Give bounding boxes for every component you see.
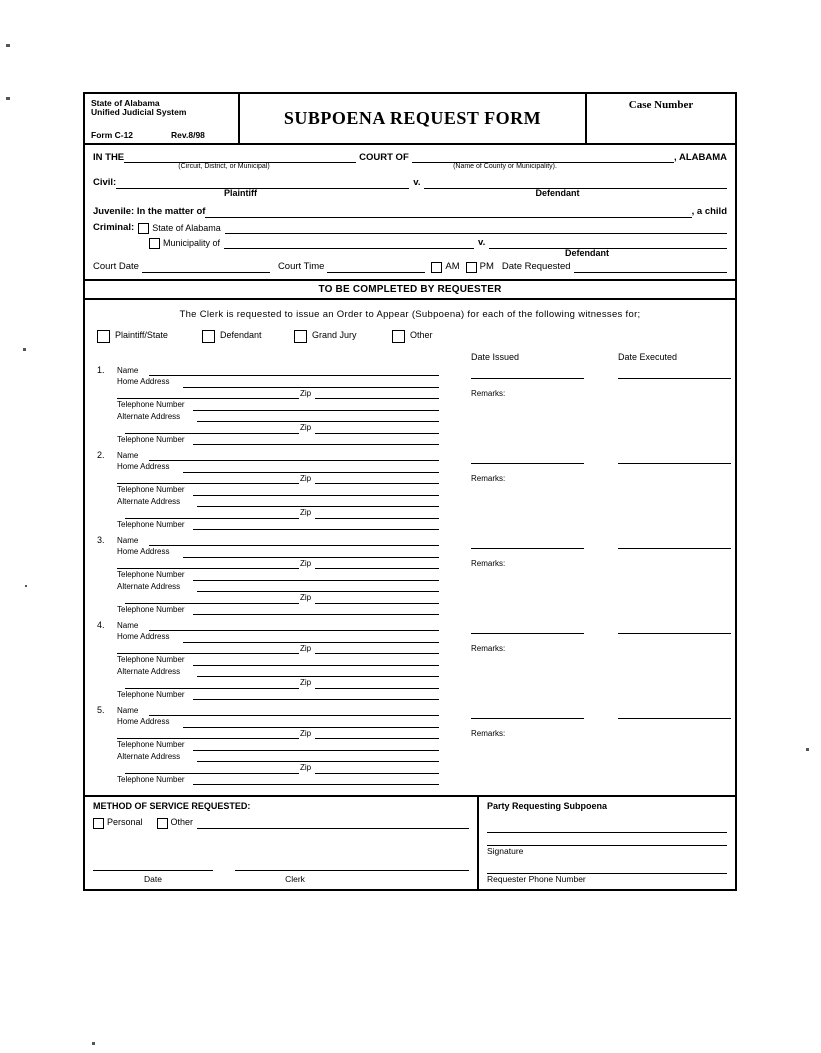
witness-home-city-input[interactable] — [117, 567, 299, 569]
witness-alt-zip-input[interactable] — [315, 772, 439, 774]
witness-name-input[interactable] — [149, 714, 439, 716]
alt-telephone-label: Telephone Number — [117, 689, 185, 699]
witness-name-input[interactable] — [149, 459, 439, 461]
grand-jury-checkbox[interactable] — [294, 330, 307, 343]
a-child-label: , a child — [691, 206, 727, 218]
case-number-block[interactable] — [587, 94, 735, 143]
court-time-input[interactable] — [327, 261, 425, 273]
requester-phone-caption: Requester Phone Number — [487, 874, 586, 885]
name-label: Name — [117, 705, 139, 715]
versus-label-criminal: v. — [478, 237, 486, 249]
alternate-address-label: Alternate Address — [117, 411, 181, 421]
witness-name-input[interactable] — [149, 544, 439, 546]
state-of-alabama-option-label: State of Alabama — [152, 222, 221, 233]
other-requester-option-label: Other — [410, 330, 433, 341]
witness-phone-input[interactable] — [193, 579, 439, 581]
witness-alt-zip-input[interactable] — [315, 687, 439, 689]
remarks-label: Remarks: — [471, 643, 506, 653]
personal-service-checkbox[interactable] — [93, 818, 104, 829]
date-executed-input[interactable] — [618, 377, 731, 379]
witness-alt-city-input[interactable] — [125, 432, 299, 434]
home-address-label: Home Address — [117, 717, 170, 727]
telephone-label: Telephone Number — [117, 400, 185, 410]
clerk-instruction: The Clerk is requested to issue an Order to Appear (Subpoena) for each of the following witnesses for; — [179, 308, 641, 320]
zip-label: Zip — [300, 388, 312, 398]
witness-alt-city-input[interactable] — [125, 602, 299, 604]
alt-telephone-label: Telephone Number — [117, 434, 185, 444]
home-address-label: Home Address — [117, 547, 170, 557]
witness-columns-header — [93, 353, 727, 366]
criminal-defendant-caption: Defendant — [564, 247, 609, 258]
requester-type-options — [93, 330, 727, 343]
plaintiff-caption: Plaintiff — [224, 187, 257, 198]
defendant-input[interactable] — [424, 177, 727, 189]
criminal-label: Criminal: — [93, 222, 135, 234]
form-title-block — [240, 94, 587, 143]
witness-alt-address-input[interactable] — [197, 590, 439, 592]
case-caption-section — [85, 145, 735, 280]
requester-section-banner: TO BE COMPLETED BY REQUESTER — [85, 281, 735, 300]
home-address-label: Home Address — [117, 377, 170, 387]
am-checkbox[interactable] — [431, 262, 442, 273]
witness-home-zip-input[interactable] — [315, 397, 439, 399]
pm-checkbox[interactable] — [466, 262, 477, 273]
court-row — [93, 151, 727, 163]
grand-jury-option-label: Grand Jury — [312, 330, 357, 341]
witness-entry — [93, 706, 727, 791]
witness-home-zip-input[interactable] — [315, 567, 439, 569]
scan-artifact-bottom — [92, 1042, 95, 1045]
name-label: Name — [117, 620, 139, 630]
date-issued-input[interactable] — [471, 462, 584, 464]
date-executed-input[interactable] — [618, 547, 731, 549]
other-service-input[interactable] — [197, 818, 469, 829]
name-label: Name — [117, 365, 139, 375]
county-name-input[interactable] — [412, 151, 674, 163]
scan-artifact-right — [806, 748, 809, 751]
criminal-row — [93, 222, 727, 234]
juvenile-matter-input[interactable] — [205, 206, 691, 218]
defendant-option-checkbox[interactable] — [202, 330, 215, 343]
form-footer — [85, 797, 735, 889]
witness-number: 3. — [97, 534, 105, 545]
witness-name-input[interactable] — [149, 374, 439, 376]
alt-zip-label: Zip — [300, 593, 312, 603]
scan-artifact-low — [25, 585, 27, 587]
witness-entry — [93, 621, 727, 706]
witness-alt-city-input[interactable] — [125, 517, 299, 519]
name-label: Name — [117, 535, 139, 545]
date-executed-input[interactable] — [618, 462, 731, 464]
scan-artifact-mid — [23, 348, 26, 351]
witness-home-zip-input[interactable] — [315, 737, 439, 739]
witness-home-city-input[interactable] — [117, 482, 299, 484]
date-executed-label: Date Executed — [618, 351, 678, 362]
in-the-label: IN THE — [93, 151, 125, 163]
pm-label: PM — [479, 261, 494, 273]
case-number-label: Case Number — [628, 99, 694, 111]
court-of-label: COURT OF — [359, 151, 409, 163]
form-header — [85, 94, 735, 145]
witness-alt-city-input[interactable] — [125, 772, 299, 774]
witness-name-input[interactable] — [149, 629, 439, 631]
date-issued-input[interactable] — [471, 717, 584, 719]
court-name-input[interactable] — [124, 151, 356, 163]
page-title: SUBPOENA REQUEST FORM — [283, 107, 542, 128]
court-type-hint: (Circuit, District, or Municipal) — [178, 163, 270, 171]
witness-phone-input[interactable] — [193, 664, 439, 666]
name-label: Name — [117, 450, 139, 460]
criminal-defendant-input[interactable] — [489, 237, 727, 249]
witness-section — [85, 300, 735, 797]
date-issued-input[interactable] — [471, 547, 584, 549]
civil-row — [93, 177, 727, 189]
witness-alt-address-input[interactable] — [197, 420, 439, 422]
remarks-label: Remarks: — [471, 728, 506, 738]
alternate-address-label: Alternate Address — [117, 581, 181, 591]
clerk-signature-input[interactable] — [235, 860, 469, 871]
witness-alt-city-input[interactable] — [125, 687, 299, 689]
date-issued-input[interactable] — [471, 632, 584, 634]
scan-artifact-top — [6, 44, 10, 47]
requesting-party-section — [479, 797, 735, 889]
other-service-checkbox[interactable] — [157, 818, 168, 829]
municipality-input[interactable] — [224, 237, 474, 249]
witness-home-city-input[interactable] — [117, 737, 299, 739]
criminal-state-input[interactable] — [225, 222, 727, 234]
form-number-label: Form C-12 — [91, 129, 134, 140]
home-address-label: Home Address — [117, 632, 170, 642]
remarks-label: Remarks: — [471, 473, 506, 483]
date-executed-input[interactable] — [618, 632, 731, 634]
witness-alt-address-input[interactable] — [197, 760, 439, 762]
court-date-label: Court Date — [93, 261, 139, 273]
date-requested-label: Date Requested — [501, 261, 571, 273]
juvenile-row — [93, 206, 727, 218]
witness-entry — [93, 366, 727, 451]
witness-home-address-input[interactable] — [183, 726, 439, 728]
telephone-label: Telephone Number — [117, 570, 185, 580]
witness-alt-address-input[interactable] — [197, 505, 439, 507]
subpoena-request-form — [83, 92, 737, 891]
telephone-label: Telephone Number — [117, 740, 185, 750]
witness-home-zip-input[interactable] — [315, 652, 439, 654]
alabama-label: , ALABAMA — [674, 151, 727, 163]
witness-entry — [93, 451, 727, 536]
alt-telephone-label: Telephone Number — [117, 604, 185, 614]
other-service-label: Other — [170, 817, 194, 828]
alt-zip-label: Zip — [300, 763, 312, 773]
witness-entry — [93, 536, 727, 621]
alt-zip-label: Zip — [300, 423, 312, 433]
signature-caption: Signature — [487, 845, 524, 856]
witness-phone-input[interactable] — [193, 494, 439, 496]
witness-alt-phone-input[interactable] — [193, 528, 439, 530]
plaintiff-state-checkbox[interactable] — [97, 330, 110, 343]
date-issued-label: Date Issued — [471, 351, 520, 362]
witness-alt-zip-input[interactable] — [315, 432, 439, 434]
remarks-label: Remarks: — [471, 558, 506, 568]
witness-phone-input[interactable] — [193, 749, 439, 751]
service-date-input[interactable] — [93, 860, 213, 871]
scan-artifact-upper — [6, 97, 10, 100]
hearing-row — [93, 261, 727, 273]
witness-home-address-input[interactable] — [183, 471, 439, 473]
county-hint: (Name of County or Municipality). — [453, 163, 557, 171]
signature-input[interactable] — [487, 833, 727, 846]
judicial-system-label: Unified Judicial System — [91, 107, 187, 118]
witness-alt-zip-input[interactable] — [315, 602, 439, 604]
witness-number: 4. — [97, 619, 105, 630]
zip-label: Zip — [300, 728, 312, 738]
alternate-address-label: Alternate Address — [117, 496, 181, 506]
court-date-input[interactable] — [142, 261, 270, 273]
telephone-label: Telephone Number — [117, 485, 185, 495]
witness-home-zip-input[interactable] — [315, 482, 439, 484]
court-time-label: Court Time — [277, 261, 325, 273]
municipality-option-label: Municipality of — [163, 237, 221, 248]
alt-zip-label: Zip — [300, 508, 312, 518]
telephone-label: Telephone Number — [117, 655, 185, 665]
date-issued-input[interactable] — [471, 377, 584, 379]
civil-label: Civil: — [93, 177, 117, 189]
versus-label-civil: v. — [413, 177, 421, 189]
juvenile-label: Juvenile: In the matter of — [93, 206, 206, 218]
witness-home-address-input[interactable] — [183, 556, 439, 558]
witness-alt-phone-input[interactable] — [193, 698, 439, 700]
witness-alt-zip-input[interactable] — [315, 517, 439, 519]
witness-alt-address-input[interactable] — [197, 675, 439, 677]
alternate-address-label: Alternate Address — [117, 751, 181, 761]
witness-number: 1. — [97, 364, 105, 375]
state-of-alabama-checkbox[interactable] — [138, 223, 149, 234]
zip-label: Zip — [300, 473, 312, 483]
plaintiff-input[interactable] — [116, 177, 409, 189]
alt-zip-label: Zip — [300, 678, 312, 688]
alt-telephone-label: Telephone Number — [117, 774, 185, 784]
municipality-row — [149, 237, 727, 249]
witness-number: 5. — [97, 704, 105, 715]
defendant-option-label: Defendant — [220, 330, 262, 341]
clerk-caption: Clerk — [285, 874, 305, 885]
date-requested-input[interactable] — [574, 261, 727, 273]
witness-alt-phone-input[interactable] — [193, 613, 439, 615]
remarks-label: Remarks: — [471, 388, 506, 398]
witness-home-address-input[interactable] — [183, 641, 439, 643]
party-requesting-label: Party Requesting Subpoena — [487, 800, 608, 811]
alternate-address-label: Alternate Address — [117, 666, 181, 676]
witness-home-city-input[interactable] — [117, 652, 299, 654]
witness-number: 2. — [97, 449, 105, 460]
witness-phone-input[interactable] — [193, 409, 439, 411]
witness-alt-phone-input[interactable] — [193, 443, 439, 445]
witness-home-address-input[interactable] — [183, 386, 439, 388]
other-requester-checkbox[interactable] — [392, 330, 405, 343]
method-of-service-label: METHOD OF SERVICE REQUESTED: — [93, 800, 251, 811]
municipality-checkbox[interactable] — [149, 238, 160, 249]
plaintiff-state-option-label: Plaintiff/State — [115, 330, 168, 341]
home-address-label: Home Address — [117, 462, 170, 472]
zip-label: Zip — [300, 643, 312, 653]
date-executed-input[interactable] — [618, 717, 731, 719]
defendant-caption: Defendant — [535, 187, 580, 198]
requester-phone-input[interactable] — [487, 856, 727, 874]
am-label: AM — [445, 261, 460, 273]
party-requesting-input[interactable] — [487, 812, 727, 833]
form-revision-label: Rev.8/98 — [171, 129, 205, 140]
witness-home-city-input[interactable] — [117, 397, 299, 399]
personal-service-label: Personal — [107, 817, 143, 828]
alt-telephone-label: Telephone Number — [117, 519, 185, 529]
state-label: State of Alabama — [91, 98, 160, 108]
method-of-service-section — [85, 797, 479, 889]
date-caption: Date — [144, 874, 162, 885]
zip-label: Zip — [300, 558, 312, 568]
issuing-authority-block — [85, 94, 240, 143]
witness-alt-phone-input[interactable] — [193, 783, 439, 785]
